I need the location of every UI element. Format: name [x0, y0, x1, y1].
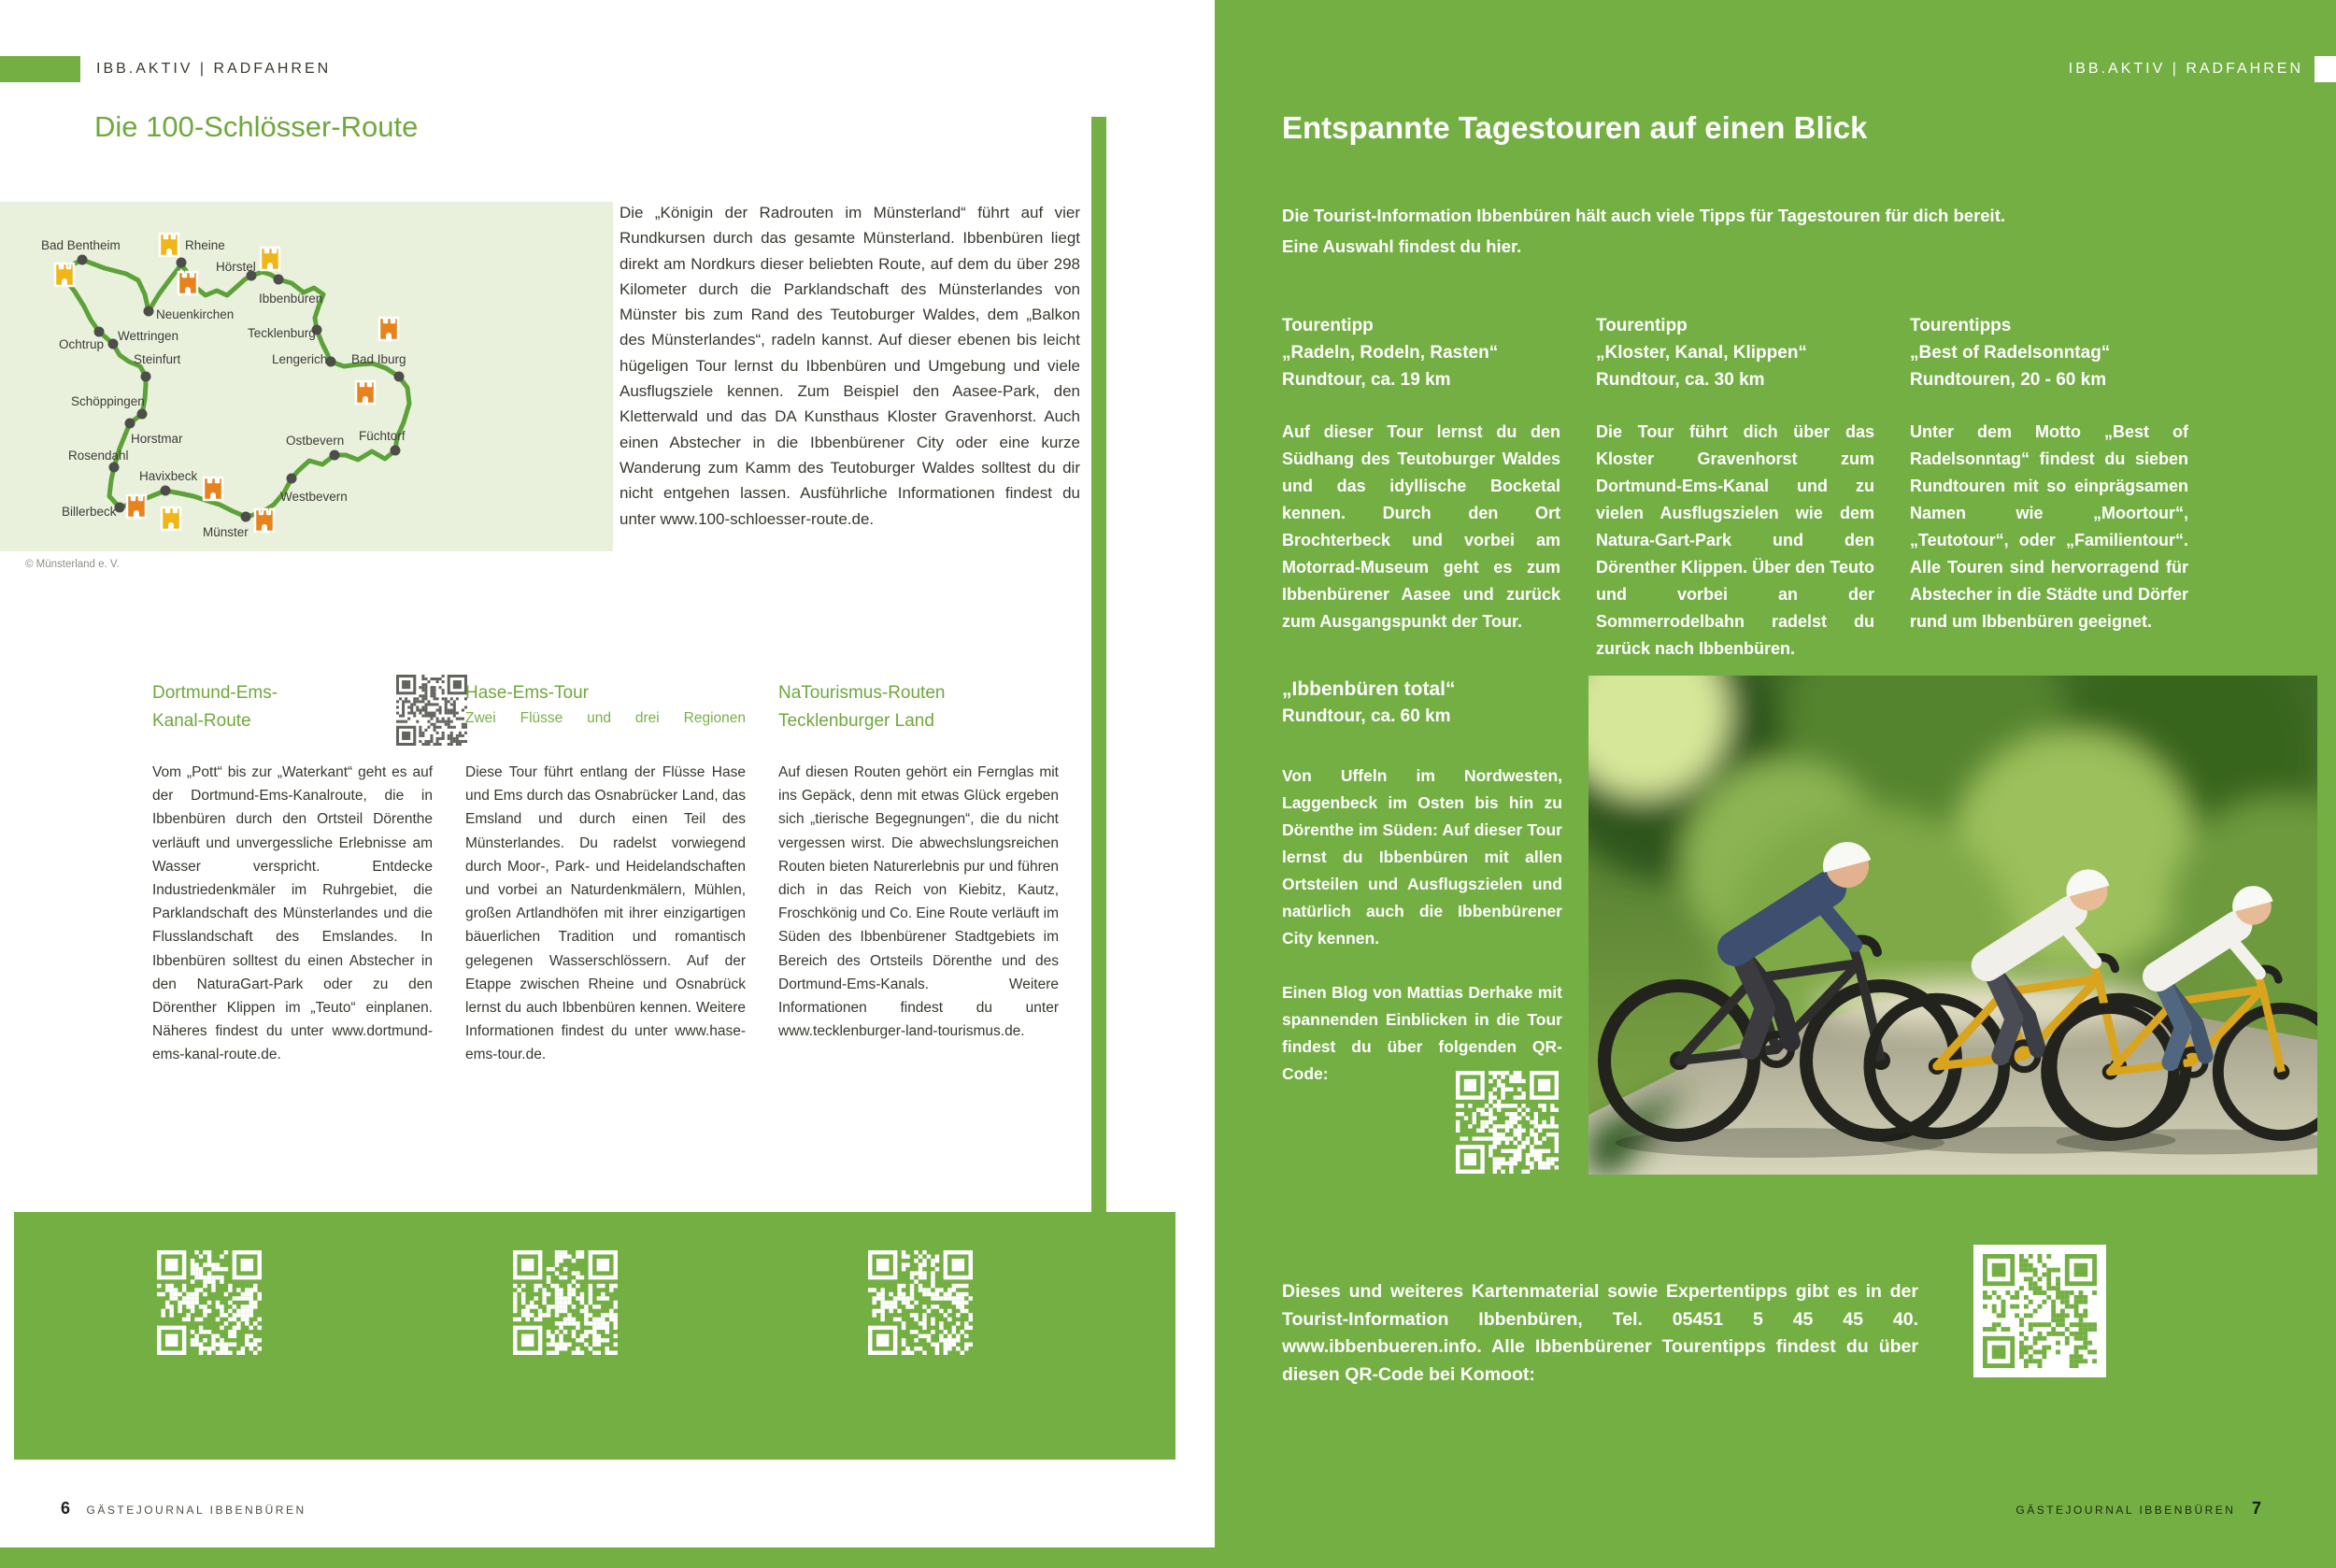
qr-code-hase-ems: [513, 1250, 618, 1355]
map-town-label: Hörstel: [216, 260, 256, 274]
castle-icon: [162, 507, 180, 530]
journal-name-right: GÄSTEJOURNAL IBBENBÜREN: [2016, 1504, 2236, 1517]
total-tour-para1: Von Uffeln im Nordwesten, Laggenbeck im Osten bis hin zu Dörenthe im Süden: Auf dieser Tour lernst du Ibbenbüren mit allen Ortsteilen und Ausflugszielen und natürlich auch die Ibbenbürener City kennen.: [1282, 766, 1562, 948]
qr-code-natourismus: [868, 1250, 973, 1355]
tip-body-3: Unter dem Motto „Best of Radelsonntag“ findest du sieben Rundtouren mit so einprägsamen Namen wie „Moortour“, „Teutotour“, oder „Familientour“. Alle Touren sind hervorragend für Abstecher in die Städte und Dörfer rund um Ibbenbüren geeignet.: [1910, 422, 2188, 631]
map-town-dot: [391, 446, 401, 456]
map-town-label: Bad Bentheim: [41, 238, 121, 252]
map-town-dot: [137, 409, 148, 420]
map-town-label: Lengerich: [272, 352, 328, 366]
map-town-label: Neuenkirchen: [156, 307, 235, 321]
column-title-dortmund: Dortmund-Ems- Kanal-Route: [152, 683, 278, 731]
map-town-dot: [274, 275, 284, 285]
castle-icon: [55, 264, 74, 286]
page-number-right: 7: [2251, 1499, 2261, 1518]
tip-head-3: Tourentipps „Best of Radelsonntag“ Rundtouren, 20 - 60 km: [1910, 316, 2111, 390]
map-town-label: Havixbeck: [139, 469, 198, 483]
castle-icon: [204, 478, 222, 500]
column-body-natourismus: Auf diesen Routen gehört ein Fernglas mit ins Gepäck, denn mit etwas Glück ergeben sich „tierische Begegnungen“, die du nicht vergessen wirst. Die abwechslungsreichen Routen bieten Naturerlebnis pur und führen dich in das Reich von Kiebitz, Kautz, Froschkönig und Co. Eine Route verläuft im Süden des Ibbenbürener Stadtgebiets im Bereich des Ortsteils Dörenthe und des Dortmund-Ems-Kanals. Weitere Informationen findest du unter www.tecklenburger-land-tourismus.de.: [778, 764, 1059, 1040]
map-town-label: Ibbenbüren: [259, 292, 323, 306]
map-town-dot: [109, 463, 120, 473]
column-title-natourismus: NaTourismus-Routen Tecklenburger Land: [778, 683, 946, 731]
map-town-dot: [144, 306, 154, 317]
map-town-dot: [141, 372, 151, 382]
bottom-accent-strip: [0, 1547, 2336, 1568]
map-town-label: Tecklenburg: [248, 326, 316, 340]
page-edge-rule: [1091, 117, 1106, 1212]
qr-code-komoot: [1973, 1245, 2106, 1377]
map-town-label: Bad Iburg: [351, 352, 406, 366]
total-tour-subtitle: Rundtour, ca. 60 km: [1282, 706, 1451, 726]
footer-left: [61, 1499, 306, 1518]
footer-right: [1794, 1499, 2261, 1518]
total-tour-title: „Ibbenbüren total“: [1282, 678, 1456, 700]
map-town-label: Horstmar: [131, 432, 183, 446]
castle-icon: [127, 495, 146, 518]
column-body-hase-ems: Diese Tour führt entlang der Flüsse Hase und Ems durch das Osnabrücker Land, das Emsland und durch einen Teil des Münsterlandes. Du radelst vorwiegend durch Moor-, Park- und Heidelandschaften und vorbei an Naturdenkmälern, Mühlen, großen Artlandhöfen mit ihrer einzigartigen bäuerlichen Tradition und romantisch gelegenen Wasserschlössern. Auf der Etappe zwischen Rheine und Osnabrück lernst du auch Ibbenbüren kennen. Weitere Informationen findest du unter www.hase-ems-tour.de.: [465, 764, 746, 1063]
tip-body-2: Die Tour führt dich über das Kloster Gravenhorst zum Dortmund-Ems-Kanal und zu vielen Ausflugszielen wie dem Natura-Gart-Park und den Dörenther Klippen. Über den Teuto und vorbei an der Sommerrodelbahn radelst du zurück nach Ibbenbüren.: [1596, 422, 1874, 658]
tourist-info-note: Dieses und weiteres Kartenmaterial sowie Expertentipps gibt es in der Tourist-Information Ibbenbüren, Tel. 05451 5 45 45 40. www.ibbenbueren.info. Alle Ibbenbürener Tourentipps findest du über diesen QR-Code bei Komoot:: [1282, 1281, 1918, 1385]
column-title-hase-ems: Hase-Ems-Tour Zwei Flüsse und drei Regionen: [465, 679, 746, 730]
map-town-label: Ochtrup: [59, 337, 105, 351]
map-town-label: Steinfurt: [134, 352, 181, 366]
castle-icon: [178, 272, 197, 294]
qr-code-blog: [1456, 1071, 1559, 1174]
page-title-right: Entspannte Tagestouren auf einen Blick: [1282, 110, 1868, 145]
map-town-label: Rheine: [185, 238, 225, 252]
page-subtitle-right: Die Tourist-Information Ibbenbüren hält auch viele Tipps für Tagestouren für dich bereit. Eine Auswahl findest du hier.: [1282, 206, 2005, 256]
journal-name-left: GÄSTEJOURNAL IBBENBÜREN: [86, 1504, 306, 1517]
map-town-label: Wettringen: [118, 329, 179, 343]
route-map: [0, 202, 613, 551]
map-town-dot: [161, 486, 171, 496]
tip-head-2: Tourentipp „Kloster, Kanal, Klippen“ Rundtour, ca. 30 km: [1596, 316, 1807, 390]
map-town-dot: [177, 258, 187, 268]
intro-paragraph: Die „Königin der Radrouten im Münsterland“ führt auf vier Rundkursen durch das gesamte Münsterland. Ibbenbüren liegt direkt am Nordkurs dieser beliebten Route, auf dem du über 298 Kilometer durch die Parklandschaft des Münsterlandes von Münster bis zum Rand des Teutoburger Waldes, dem „Balkon des Münsterlandes“, radeln kannst. Auf dieser ebenen bis leicht hügeligen Tour lernst du Ibbenbüren und Umgebung und viele Ausflugsziele kennen. Zum Beispiel den Aasee-Park, den Kletterwald und das DA Kunsthaus Kloster Gravenhorst. Auch einen Abstecher in die Ibbenbürener City oder eine kurze Wanderung zum Kamm des Teutoburger Waldes solltest du dir nicht entgehen lassen. Ausführliche Informationen findest du unter www.100-schloesser-route.de.: [620, 204, 1080, 528]
kicker-right: IBB.AKTIV | RADFAHREN: [2068, 61, 2303, 77]
map-town-dot: [287, 474, 297, 484]
kicker-accent-bar: [0, 56, 80, 82]
total-tour-para2: Einen Blog von Mattias Derhake mit spannenden Einblicken in die Tour findest du über folgenden QR-Code:: [1282, 983, 1562, 1083]
map-town-dot: [330, 450, 340, 461]
map-town-dot: [108, 339, 119, 349]
page-number-left: 6: [61, 1499, 71, 1518]
castle-icon: [160, 234, 178, 256]
cyclists-photo: [1588, 676, 2317, 1175]
castle-icon: [261, 248, 279, 270]
page-title-left: Die 100-Schlösser-Route: [94, 110, 419, 143]
map-town-label: Billerbeck: [62, 505, 117, 519]
castle-icon: [255, 509, 274, 532]
map-town-dot: [78, 255, 88, 265]
map-town-label: Westbevern: [280, 490, 348, 504]
map-town-dot: [94, 327, 105, 337]
map-credit: © Münsterland e. V.: [25, 559, 120, 570]
map-town-label: Münster: [203, 525, 249, 539]
map-town-label: Ostbevern: [286, 434, 345, 448]
map-town-dot: [125, 419, 135, 429]
column-subtitle-hase-ems: Zwei Flüsse und drei Regionen: [465, 710, 746, 726]
map-town-dot: [394, 372, 405, 382]
kicker-accent-bar-right: [2315, 56, 2336, 82]
map-town-label: Füchtorf: [359, 429, 406, 443]
castle-icon: [356, 381, 375, 404]
tip-body-1: Auf dieser Tour lernst du den Südhang des Teutoburger Waldes und das idyllische Bocketal kennen. Durch den Ort Brochterbeck und vorbei am Motorrad-Museum geht es zum Ibbenbürener Aasee und zurück zum Ausgangspunkt der Tour.: [1282, 422, 1560, 631]
map-town-label: Schöppingen: [71, 394, 145, 408]
qr-code-dortmund-ems: [157, 1250, 262, 1355]
column-body-dortmund: Vom „Pott“ bis zur „Waterkant“ geht es auf der Dortmund-Ems-Kanalroute, die in Ibbenbüren durch den Ortsteil Dörenthe verläuft und unvergessliche Erlebnisse am Wasser verspricht. Entdecke Industriedenkmäler im Ruhrgebiet, die Parklandschaft des Münsterlandes und die Flusslandschaft des Emslandes. In Ibbenbüren solltest du einen Abstecher in den NaturaGart-Park oder zu den Dörenther Klippen im „Teuto“ einplanen. Näheres findest du unter www.dortmund-ems-kanal-route.de.: [152, 764, 433, 1063]
castle-icon: [379, 318, 398, 340]
kicker-left: IBB.AKTIV | RADFAHREN: [96, 61, 332, 77]
tip-head-1: Tourentipp „Radeln, Rodeln, Rasten“ Rundtour, ca. 19 km: [1282, 316, 1499, 390]
map-town-dot: [241, 512, 251, 522]
map-town-label: Rosendahl: [68, 449, 129, 463]
